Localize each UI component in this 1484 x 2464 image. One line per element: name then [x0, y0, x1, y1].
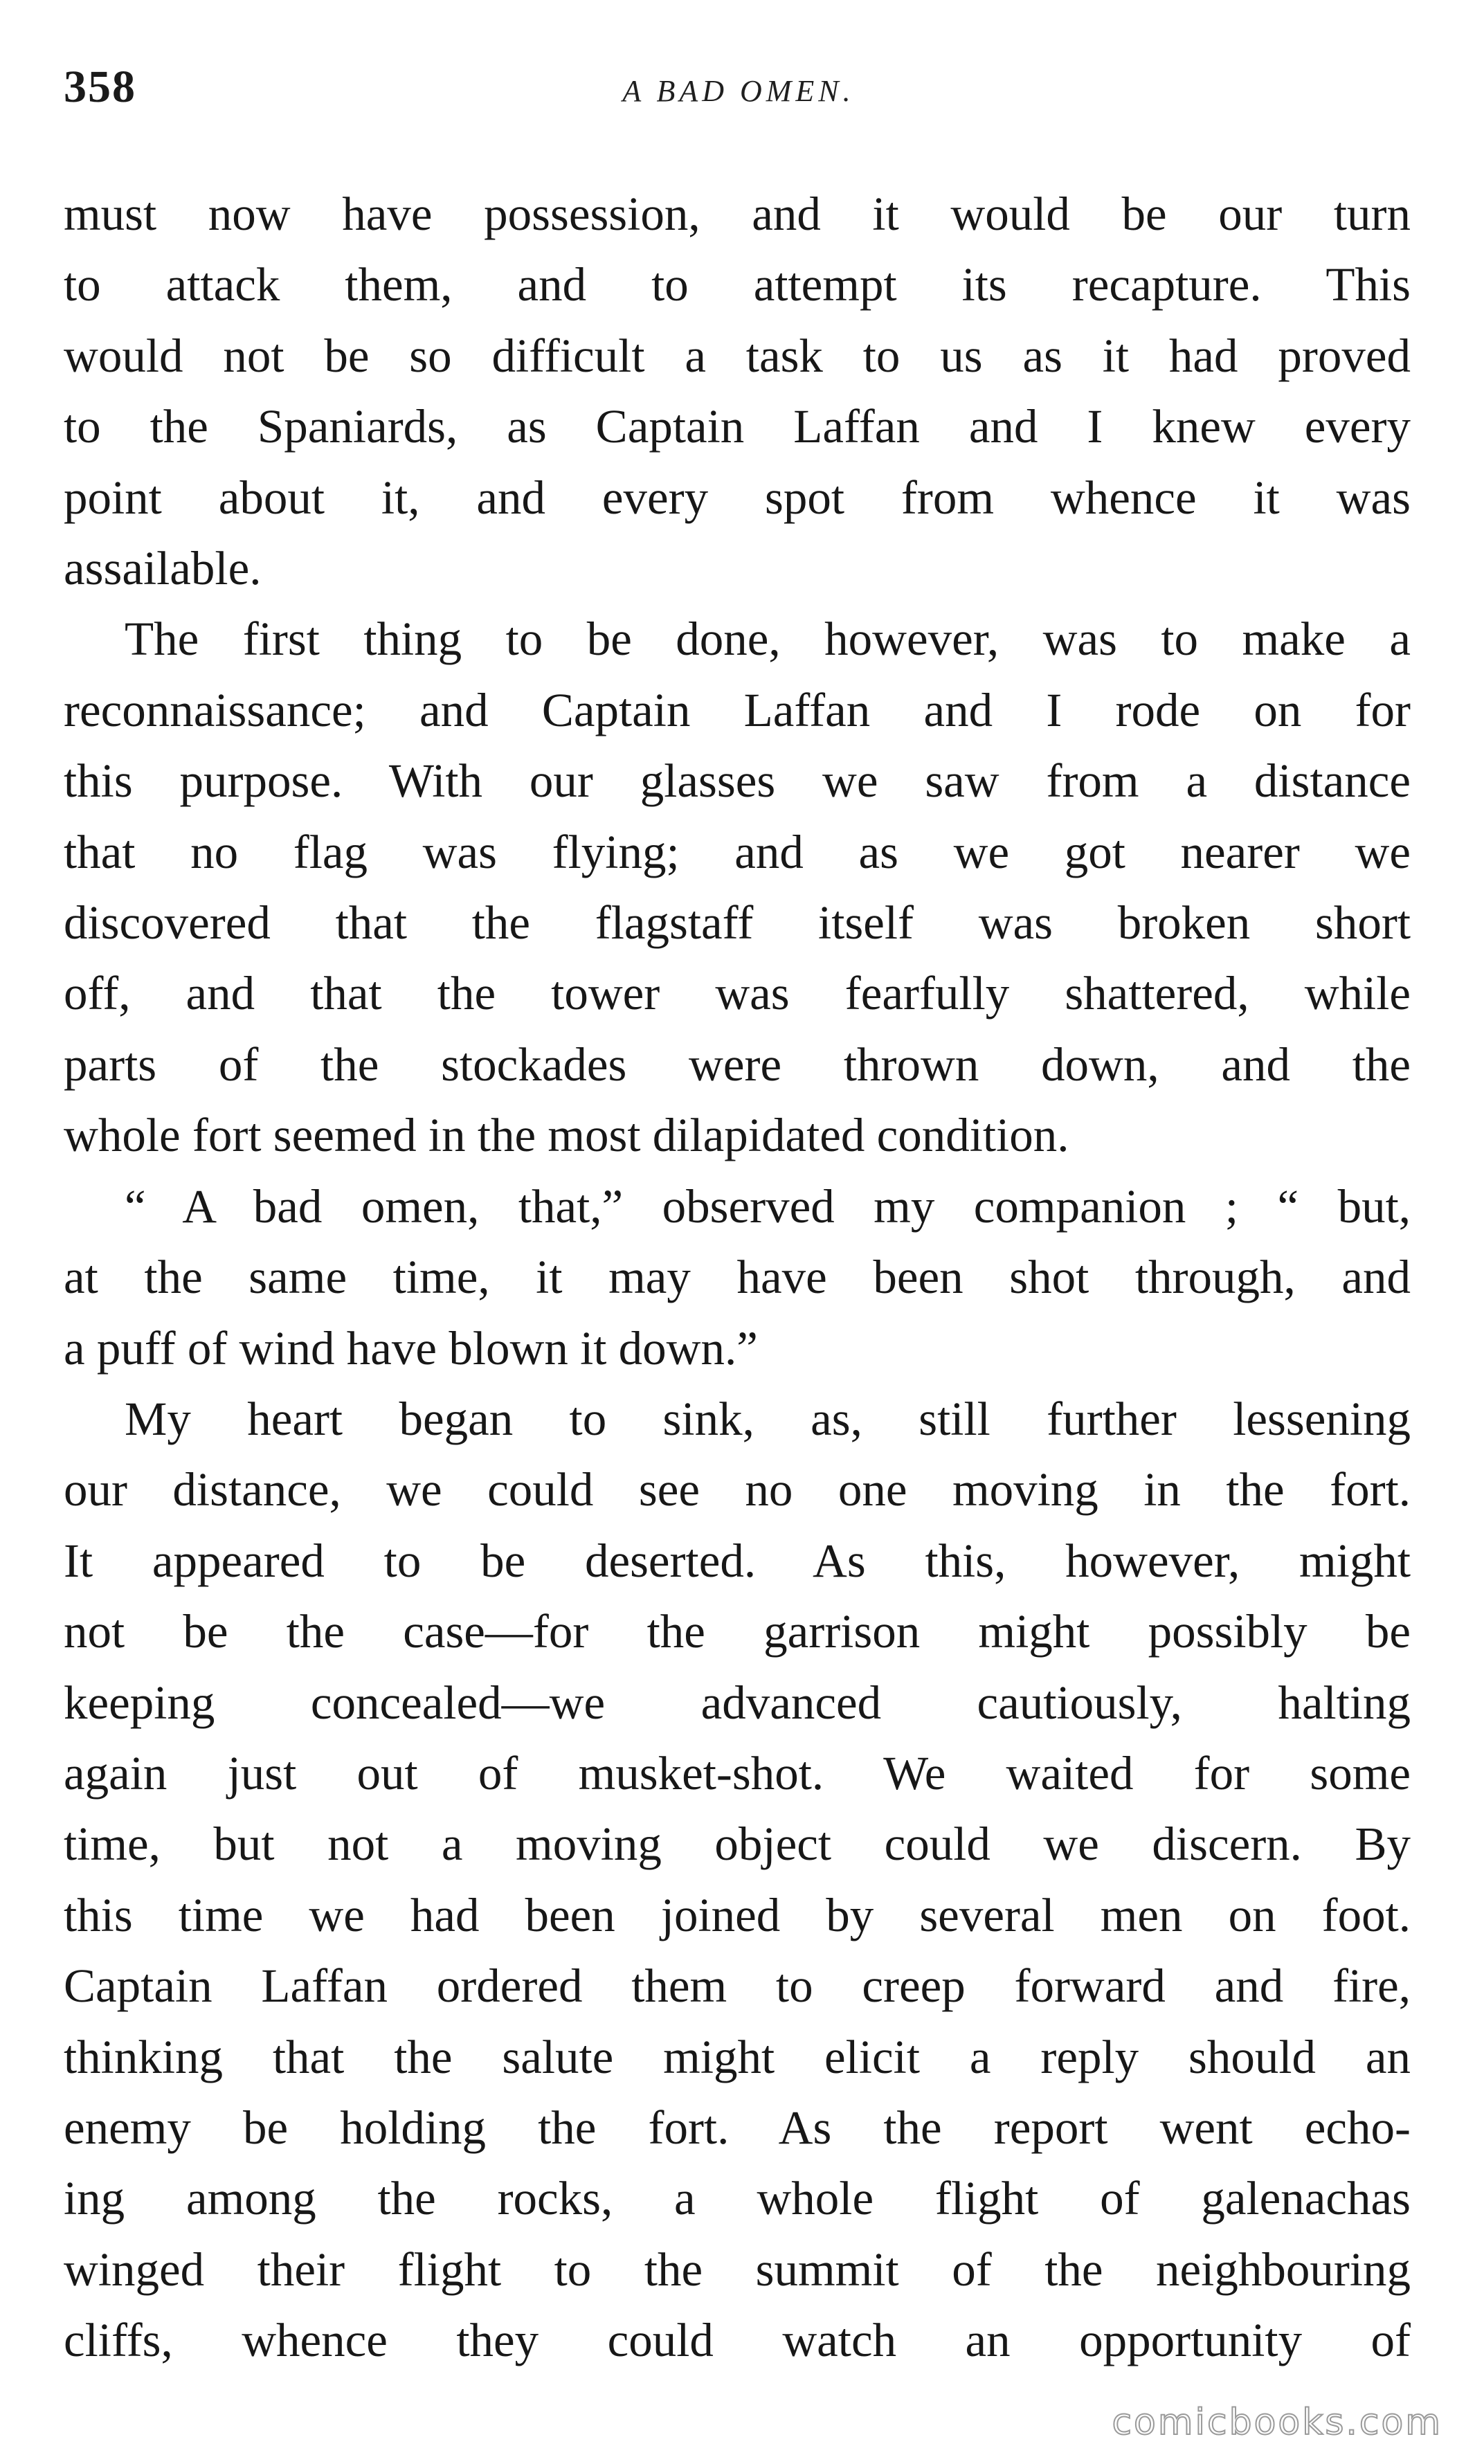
- text-line: reconnaissance; and Captain Laffan and I rode on for: [64, 683, 1411, 736]
- text-line: My heart began to sink, as, still further lessening: [125, 1392, 1411, 1445]
- text-line: winged their flight to the summit of the neighbouring: [64, 2243, 1411, 2296]
- page-header: [64, 61, 1413, 123]
- text-line: our distance, we could see no one moving in the fort.: [64, 1463, 1411, 1516]
- paragraph: [64, 604, 1411, 1170]
- text-line: at the same time, it may have been shot through, and: [64, 1251, 1411, 1304]
- text-line: ing among the rocks, a whole flight of galenachas: [64, 2172, 1411, 2225]
- paragraph: [64, 1171, 1411, 1384]
- text-line: this time we had been joined by several men on foot.: [64, 1888, 1411, 1941]
- text-line: time, but not a moving object could we discern. By: [64, 1818, 1411, 1871]
- text-line: must now have possession, and it would be our turn: [64, 188, 1411, 240]
- body-text: [64, 179, 1411, 2376]
- text-line: whole fort seemed in the most dilapidated condition.: [64, 1109, 1069, 1162]
- text-line: not be the case—for the garrison might possibly be: [64, 1605, 1411, 1658]
- text-line: keeping concealed—we advanced cautiously, halting: [64, 1676, 1411, 1729]
- text-line: assailable.: [64, 542, 262, 595]
- text-line: parts of the stockades were thrown down, and the: [64, 1038, 1411, 1091]
- text-line: point about it, and every spot from whence it was: [64, 471, 1411, 524]
- text-line: that no flag was flying; and as we got nearer we: [64, 825, 1411, 878]
- text-line: a puff of wind have blown it down.”: [64, 1321, 758, 1375]
- paragraph: [64, 179, 1411, 604]
- text-line: enemy be holding the fort. As the report went echo-: [64, 2101, 1411, 2154]
- text-line: would not be so difficult a task to us as it had proved: [64, 329, 1411, 382]
- text-line: cliffs, whence they could watch an opportunity of: [64, 2314, 1411, 2367]
- text-line: It appeared to be deserted. As this, however, might: [64, 1534, 1411, 1587]
- page-number: 358: [64, 62, 136, 112]
- text-line: this purpose. With our glasses we saw from a distance: [64, 754, 1411, 808]
- text-line: to attack them, and to attempt its recapture. This: [64, 258, 1411, 311]
- watermark: comicbooks.com: [1112, 2402, 1442, 2443]
- text-line: Captain Laffan ordered them to creep forward and fire,: [64, 1959, 1411, 2013]
- text-line: “ A bad omen, that,” observed my companion ; “ but,: [125, 1179, 1411, 1233]
- text-line: discovered that the flagstaff itself was broken short: [64, 896, 1411, 950]
- text-line: off, and that the tower was fearfully shattered, while: [64, 967, 1411, 1020]
- text-line: again just out of musket-shot. We waited for some: [64, 1746, 1411, 1800]
- text-line: The first thing to be done, however, was to make a: [125, 613, 1411, 666]
- paragraph: [64, 1384, 1411, 2376]
- running-head: A BAD OMEN.: [622, 74, 855, 108]
- text-line: thinking that the salute might elicit a reply should an: [64, 2030, 1411, 2083]
- text-line: to the Spaniards, as Captain Laffan and I knew every: [64, 400, 1411, 453]
